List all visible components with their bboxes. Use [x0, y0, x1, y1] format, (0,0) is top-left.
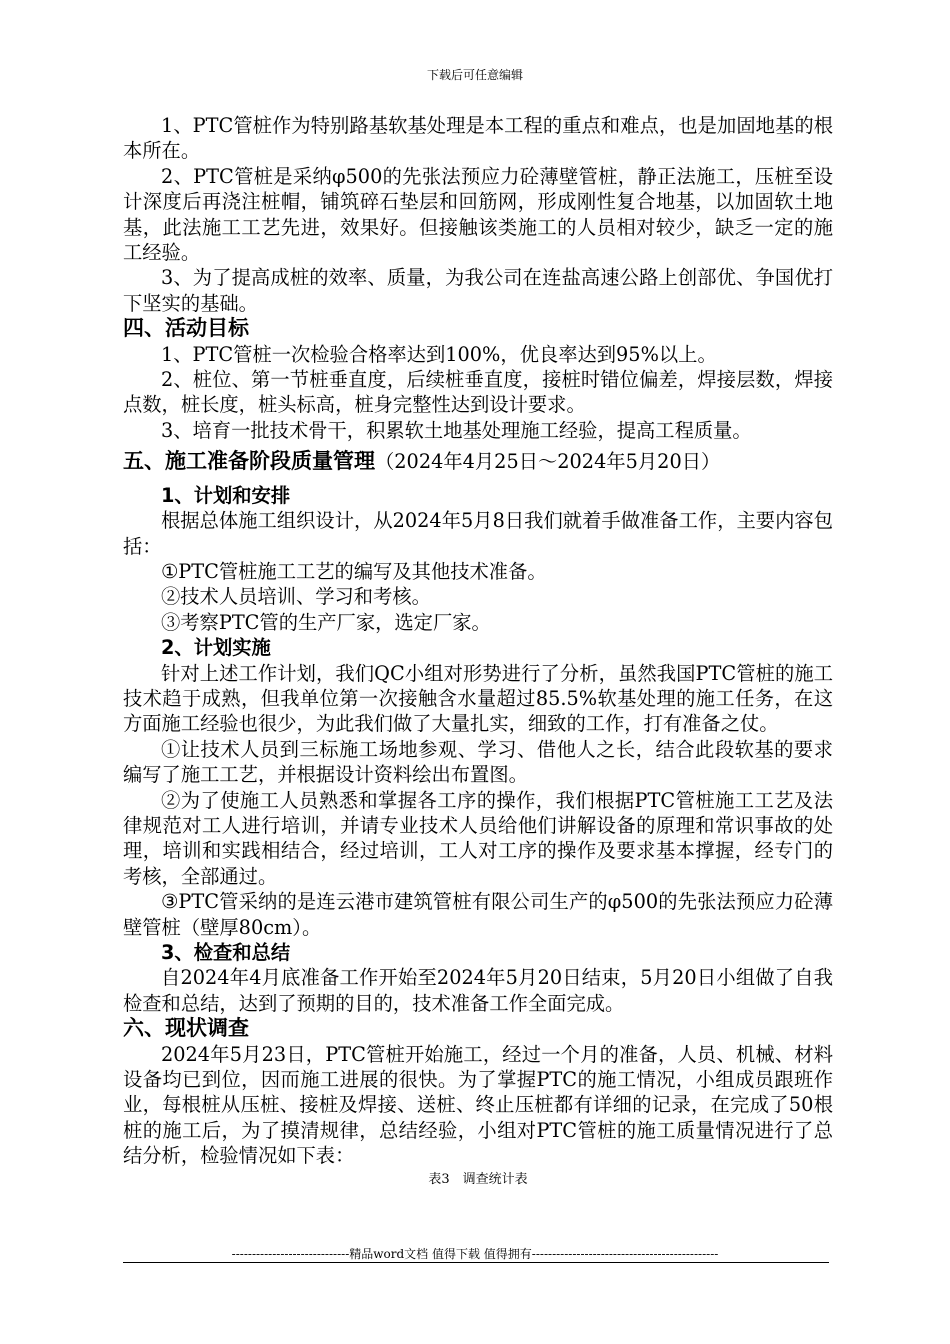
- paragraph: ②为了使施工人员熟悉和掌握各工序的操作，我们根据PTC管桩施工工艺及法律规范对工人进行培训，并请专业技术人员给他们讲解设备的原理和常识事故的处理，培训和实践相结合，经过培训，工人对工序的操作及要求基本撑握，经专门的考核，全部通过。: [123, 788, 833, 888]
- list-item: ②技术人员培训、学习和考核。: [161, 585, 431, 609]
- list-item: ③考察PTC管的生产厂家，选定厂家。: [161, 610, 491, 634]
- subheading-check: 3、检查和总结: [161, 941, 291, 964]
- paragraph: 自2024年4月底准备工作开始至2024年5月20日结束，5月20日小组做了自我检查和总结，达到了预期的目的，技术准备工作全面完成。: [123, 966, 833, 1015]
- subheading-plan: 1、计划和安排: [161, 483, 291, 507]
- subheading-implementation: 2、计划实施: [161, 636, 271, 660]
- page-header: 下载后可任意编辑: [426, 68, 523, 82]
- paragraph: 2、PTC管桩是采纳φ500的先张法预应力砼薄壁管桩，静正法施工，压桩至设计深度后再浇注桩帽，铺筑碎石垫层和回筋网，形成刚性复合地基，以加固软土地基，此法施工工艺先进，效果好。但接触该类施工的人员相对较少，缺乏一定的施工经验。: [123, 164, 833, 265]
- section-heading-five: [123, 449, 833, 474]
- paragraph: ③PTC管采纳的是连云港市建筑管桩有限公司生产的φ500的先张法预应力砼薄壁管桩（壁厚80cm）。: [123, 890, 833, 939]
- section-heading-four: 四、活动目标: [123, 316, 249, 341]
- document-body: [123, 113, 833, 1189]
- section-heading-five-dates: （2024年4月25日～2024年5月20日）: [375, 450, 721, 474]
- paragraph: 根据总体施工组织设计，从2024年5月8日我们就着手做准备工作，主要内容包括：: [123, 509, 833, 558]
- paragraph: 1、PTC管桩作为特别路基软基处理是本工程的重点和难点，也是加固地基的根本所在。: [123, 114, 833, 163]
- paragraph: ①让技术人员到三标施工场地参观、学习、借他人之长，结合此段软基的要求编写了施工工艺，并根据设计资料绘出布置图。: [123, 737, 833, 787]
- list-item: ①PTC管桩施工工艺的编写及其他技术准备。: [161, 559, 547, 583]
- paragraph: 1、PTC管桩一次检验合格率达到100%，优良率达到95%以上。: [161, 342, 717, 366]
- paragraph: 3、为了提高成桩的效率、质量，为我公司在连盐高速公路上创部优、争国优打下坚实的基础。: [123, 266, 833, 315]
- paragraph: 2、桩位、第一节桩垂直度，后续桩垂直度，接桩时错位偏差，焊接层数，焊接点数，桩长度，桩头标高，桩身完整性达到设计要求。: [123, 368, 833, 417]
- section-heading-six: 六、现状调查: [123, 1016, 249, 1041]
- section-heading-five-title: 五、施工准备阶段质量管理: [123, 449, 375, 474]
- page-footer: -----------------------------精品word文档 值得下载 值得拥有----------------------------------------------: [231, 1247, 719, 1261]
- paragraph: 3、培育一批技术骨干，积累软土地基处理施工经验，提高工程质量。: [161, 418, 752, 442]
- table-caption: 表3 调查统计表: [428, 1171, 528, 1187]
- footer-divider: [123, 1262, 829, 1263]
- paragraph: 2024年5月23日，PTC管桩开始施工，经过一个月的准备，人员、机械、材料设备均已到位，因而施工进展的很快。为了掌握PTC的施工情况，小组成员跟班作业，每根桩从压桩、接桩及焊接、送桩、终止压桩都有详细的记录，在完成了50根桩的施工后，为了摸清规律，总结经验，小组对PTC管桩的施工质量情况进行了总结分析，检验情况如下表：: [123, 1042, 833, 1168]
- paragraph: 针对上述工作计划，我们QC小组对形势进行了分析，虽然我国PTC管桩的施工技术趋于成熟，但我单位第一次接触含水量超过85.5%软基处理的施工任务，在这方面施工经验也很少，为此我们做了大量扎实，细致的工作，打有准备之仗。: [123, 661, 833, 736]
